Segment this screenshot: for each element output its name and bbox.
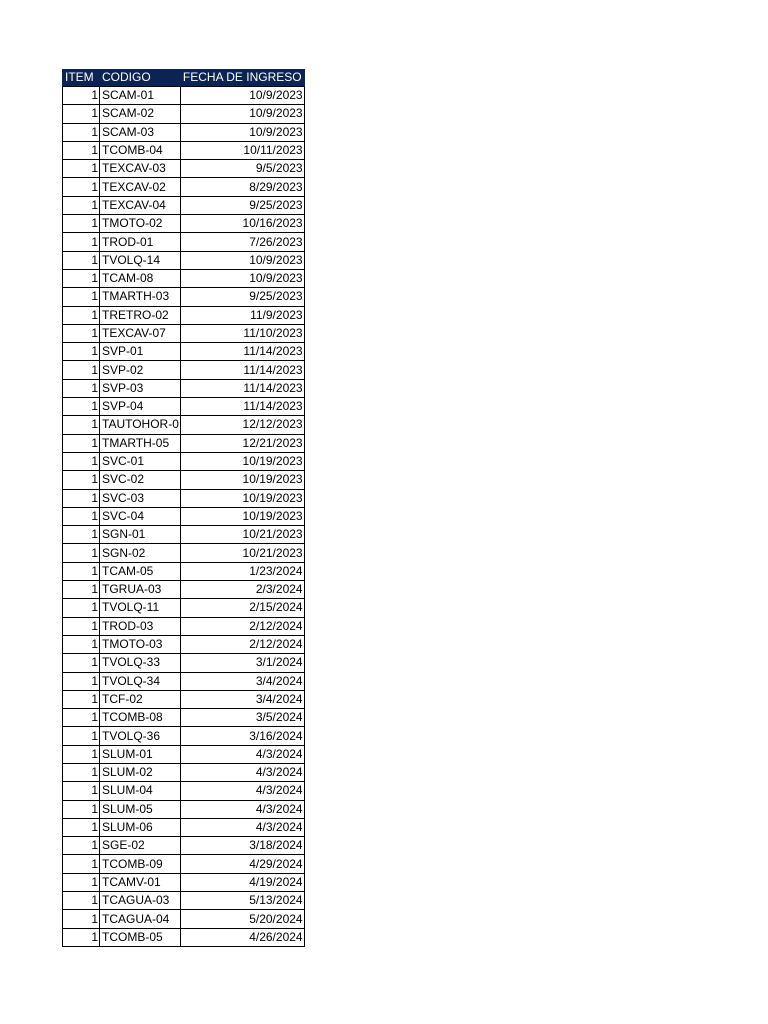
fecha-cell: 3/1/2024 — [180, 654, 304, 672]
codigo-cell: TCAGUA-04 — [100, 910, 181, 928]
item-cell: 1 — [63, 196, 100, 214]
codigo-cell: SVC-01 — [100, 452, 181, 470]
item-cell: 1 — [63, 233, 100, 251]
codigo-cell: TEXCAV-02 — [100, 178, 181, 196]
codigo-cell: SLUM-01 — [100, 745, 181, 763]
fecha-cell: 4/19/2024 — [180, 873, 304, 891]
table-row — [63, 416, 305, 434]
codigo-cell: TCAM-08 — [100, 269, 181, 287]
codigo-cell: TVOLQ-33 — [100, 654, 181, 672]
table-row — [63, 727, 305, 745]
item-cell: 1 — [63, 599, 100, 617]
table-row — [63, 343, 305, 361]
item-cell: 1 — [63, 562, 100, 580]
fecha-cell: 10/19/2023 — [180, 507, 304, 525]
fecha-cell: 2/15/2024 — [180, 599, 304, 617]
item-cell: 1 — [63, 288, 100, 306]
table-row — [63, 855, 305, 873]
fecha-cell: 11/14/2023 — [180, 361, 304, 379]
codigo-cell: SCAM-03 — [100, 123, 181, 141]
fecha-cell: 3/4/2024 — [180, 690, 304, 708]
item-cell: 1 — [63, 873, 100, 891]
fecha-cell: 10/19/2023 — [180, 489, 304, 507]
codigo-cell: TRETRO-02 — [100, 306, 181, 324]
codigo-cell: TVOLQ-11 — [100, 599, 181, 617]
codigo-cell: TVOLQ-14 — [100, 251, 181, 269]
item-cell: 1 — [63, 379, 100, 397]
codigo-cell: SVC-03 — [100, 489, 181, 507]
fecha-cell: 11/14/2023 — [180, 343, 304, 361]
table-row — [63, 398, 305, 416]
item-cell: 1 — [63, 178, 100, 196]
codigo-cell: TMOTO-03 — [100, 635, 181, 653]
table-row — [63, 178, 305, 196]
codigo-cell: TCAGUA-03 — [100, 892, 181, 910]
fecha-cell: 10/11/2023 — [180, 141, 304, 159]
table-row — [63, 324, 305, 342]
table-row — [63, 233, 305, 251]
codigo-cell: SVP-04 — [100, 398, 181, 416]
codigo-cell: TMARTH-03 — [100, 288, 181, 306]
item-cell: 1 — [63, 324, 100, 342]
item-cell: 1 — [63, 87, 100, 105]
item-cell: 1 — [63, 635, 100, 653]
item-cell: 1 — [63, 105, 100, 123]
table-row — [63, 599, 305, 617]
item-cell: 1 — [63, 507, 100, 525]
table-row — [63, 800, 305, 818]
fecha-cell: 11/10/2023 — [180, 324, 304, 342]
codigo-cell: SVC-04 — [100, 507, 181, 525]
table-row — [63, 105, 305, 123]
item-cell: 1 — [63, 306, 100, 324]
fecha-cell: 2/3/2024 — [180, 581, 304, 599]
table-row — [63, 489, 305, 507]
codigo-cell: TMARTH-05 — [100, 434, 181, 452]
fecha-cell: 5/13/2024 — [180, 892, 304, 910]
item-cell: 1 — [63, 745, 100, 763]
header-row — [63, 69, 305, 87]
item-cell: 1 — [63, 343, 100, 361]
codigo-cell: SVC-02 — [100, 471, 181, 489]
codigo-cell: TCOMB-08 — [100, 709, 181, 727]
codigo-cell: TAUTOHOR-0 — [100, 416, 181, 434]
fecha-cell: 10/21/2023 — [180, 526, 304, 544]
table-row — [63, 690, 305, 708]
fecha-cell: 12/12/2023 — [180, 416, 304, 434]
table-row — [63, 873, 305, 891]
item-cell: 1 — [63, 709, 100, 727]
codigo-cell: TMOTO-02 — [100, 215, 181, 233]
fecha-cell: 10/21/2023 — [180, 544, 304, 562]
table-row — [63, 818, 305, 836]
header-codigo: CODIGO — [100, 69, 181, 87]
codigo-cell: TGRUA-03 — [100, 581, 181, 599]
table-row — [63, 526, 305, 544]
item-cell: 1 — [63, 452, 100, 470]
fecha-cell: 4/3/2024 — [180, 818, 304, 836]
header-item: ITEM — [63, 69, 100, 87]
fecha-cell: 10/9/2023 — [180, 123, 304, 141]
fecha-cell: 10/9/2023 — [180, 251, 304, 269]
codigo-cell: TEXCAV-04 — [100, 196, 181, 214]
codigo-cell: SLUM-05 — [100, 800, 181, 818]
fecha-cell: 3/5/2024 — [180, 709, 304, 727]
table-row — [63, 452, 305, 470]
codigo-cell: TCOMB-05 — [100, 928, 181, 946]
fecha-cell: 8/29/2023 — [180, 178, 304, 196]
item-cell: 1 — [63, 763, 100, 781]
table-row — [63, 782, 305, 800]
table-row — [63, 141, 305, 159]
fecha-cell: 2/12/2024 — [180, 635, 304, 653]
table-row — [63, 471, 305, 489]
item-cell: 1 — [63, 160, 100, 178]
item-cell: 1 — [63, 581, 100, 599]
table-row — [63, 160, 305, 178]
item-cell: 1 — [63, 910, 100, 928]
codigo-cell: SGE-02 — [100, 837, 181, 855]
codigo-cell: SCAM-01 — [100, 87, 181, 105]
item-cell: 1 — [63, 837, 100, 855]
codigo-cell: SVP-03 — [100, 379, 181, 397]
table-row — [63, 654, 305, 672]
item-cell: 1 — [63, 434, 100, 452]
table-row — [63, 672, 305, 690]
codigo-cell: TROD-01 — [100, 233, 181, 251]
fecha-cell: 9/25/2023 — [180, 196, 304, 214]
item-cell: 1 — [63, 690, 100, 708]
fecha-cell: 3/18/2024 — [180, 837, 304, 855]
codigo-cell: SVP-02 — [100, 361, 181, 379]
codigo-cell: TCAM-05 — [100, 562, 181, 580]
codigo-cell: SLUM-02 — [100, 763, 181, 781]
item-cell: 1 — [63, 123, 100, 141]
item-cell: 1 — [63, 855, 100, 873]
codigo-cell: TCOMB-09 — [100, 855, 181, 873]
item-cell: 1 — [63, 818, 100, 836]
item-cell: 1 — [63, 269, 100, 287]
item-cell: 1 — [63, 672, 100, 690]
codigo-cell: TROD-03 — [100, 617, 181, 635]
fecha-cell: 12/21/2023 — [180, 434, 304, 452]
table-row — [63, 306, 305, 324]
codigo-cell: TVOLQ-36 — [100, 727, 181, 745]
table-row — [63, 123, 305, 141]
fecha-cell: 10/9/2023 — [180, 269, 304, 287]
fecha-cell: 4/26/2024 — [180, 928, 304, 946]
codigo-cell: SLUM-04 — [100, 782, 181, 800]
fecha-cell: 4/3/2024 — [180, 745, 304, 763]
table-row — [63, 910, 305, 928]
table-row — [63, 562, 305, 580]
table-row — [63, 892, 305, 910]
item-cell: 1 — [63, 398, 100, 416]
item-cell: 1 — [63, 471, 100, 489]
table-body — [63, 87, 305, 947]
table-row — [63, 544, 305, 562]
table-row — [63, 215, 305, 233]
fecha-cell: 10/9/2023 — [180, 105, 304, 123]
table-row — [63, 507, 305, 525]
codigo-cell: TVOLQ-34 — [100, 672, 181, 690]
fecha-cell: 10/16/2023 — [180, 215, 304, 233]
table-row — [63, 745, 305, 763]
fecha-cell: 11/14/2023 — [180, 398, 304, 416]
table-row — [63, 434, 305, 452]
item-cell: 1 — [63, 251, 100, 269]
item-cell: 1 — [63, 892, 100, 910]
fecha-cell: 11/9/2023 — [180, 306, 304, 324]
table-row — [63, 837, 305, 855]
fecha-cell: 5/20/2024 — [180, 910, 304, 928]
fecha-cell: 10/19/2023 — [180, 452, 304, 470]
item-cell: 1 — [63, 928, 100, 946]
item-cell: 1 — [63, 526, 100, 544]
fecha-cell: 4/3/2024 — [180, 782, 304, 800]
table-row — [63, 251, 305, 269]
codigo-cell: SLUM-06 — [100, 818, 181, 836]
fecha-cell: 4/29/2024 — [180, 855, 304, 873]
item-cell: 1 — [63, 544, 100, 562]
item-cell: 1 — [63, 654, 100, 672]
header-fecha-de-ingreso: FECHA DE INGRESO — [180, 69, 304, 87]
item-cell: 1 — [63, 416, 100, 434]
fecha-cell: 4/3/2024 — [180, 800, 304, 818]
table-row — [63, 709, 305, 727]
item-cell: 1 — [63, 800, 100, 818]
fecha-cell: 2/12/2024 — [180, 617, 304, 635]
item-cell: 1 — [63, 489, 100, 507]
item-cell: 1 — [63, 782, 100, 800]
codigo-cell: TCAMV-01 — [100, 873, 181, 891]
fecha-cell: 3/4/2024 — [180, 672, 304, 690]
fecha-cell: 4/3/2024 — [180, 763, 304, 781]
equipment-table — [62, 69, 305, 947]
item-cell: 1 — [63, 727, 100, 745]
codigo-cell: SGN-01 — [100, 526, 181, 544]
table-row — [63, 928, 305, 946]
table-row — [63, 581, 305, 599]
codigo-cell: SVP-01 — [100, 343, 181, 361]
item-cell: 1 — [63, 361, 100, 379]
fecha-cell: 10/19/2023 — [180, 471, 304, 489]
table-row — [63, 269, 305, 287]
table-row — [63, 361, 305, 379]
fecha-cell: 9/25/2023 — [180, 288, 304, 306]
table-row — [63, 87, 305, 105]
table-row — [63, 635, 305, 653]
item-cell: 1 — [63, 141, 100, 159]
codigo-cell: TEXCAV-07 — [100, 324, 181, 342]
codigo-cell: TCF-02 — [100, 690, 181, 708]
item-cell: 1 — [63, 215, 100, 233]
item-cell: 1 — [63, 617, 100, 635]
codigo-cell: TEXCAV-03 — [100, 160, 181, 178]
fecha-cell: 7/26/2023 — [180, 233, 304, 251]
table-row — [63, 196, 305, 214]
codigo-cell: SGN-02 — [100, 544, 181, 562]
fecha-cell: 9/5/2023 — [180, 160, 304, 178]
codigo-cell: SCAM-02 — [100, 105, 181, 123]
fecha-cell: 11/14/2023 — [180, 379, 304, 397]
table-row — [63, 617, 305, 635]
fecha-cell: 1/23/2024 — [180, 562, 304, 580]
table-row — [63, 379, 305, 397]
codigo-cell: TCOMB-04 — [100, 141, 181, 159]
fecha-cell: 10/9/2023 — [180, 87, 304, 105]
table-row — [63, 288, 305, 306]
fecha-cell: 3/16/2024 — [180, 727, 304, 745]
table-row — [63, 763, 305, 781]
